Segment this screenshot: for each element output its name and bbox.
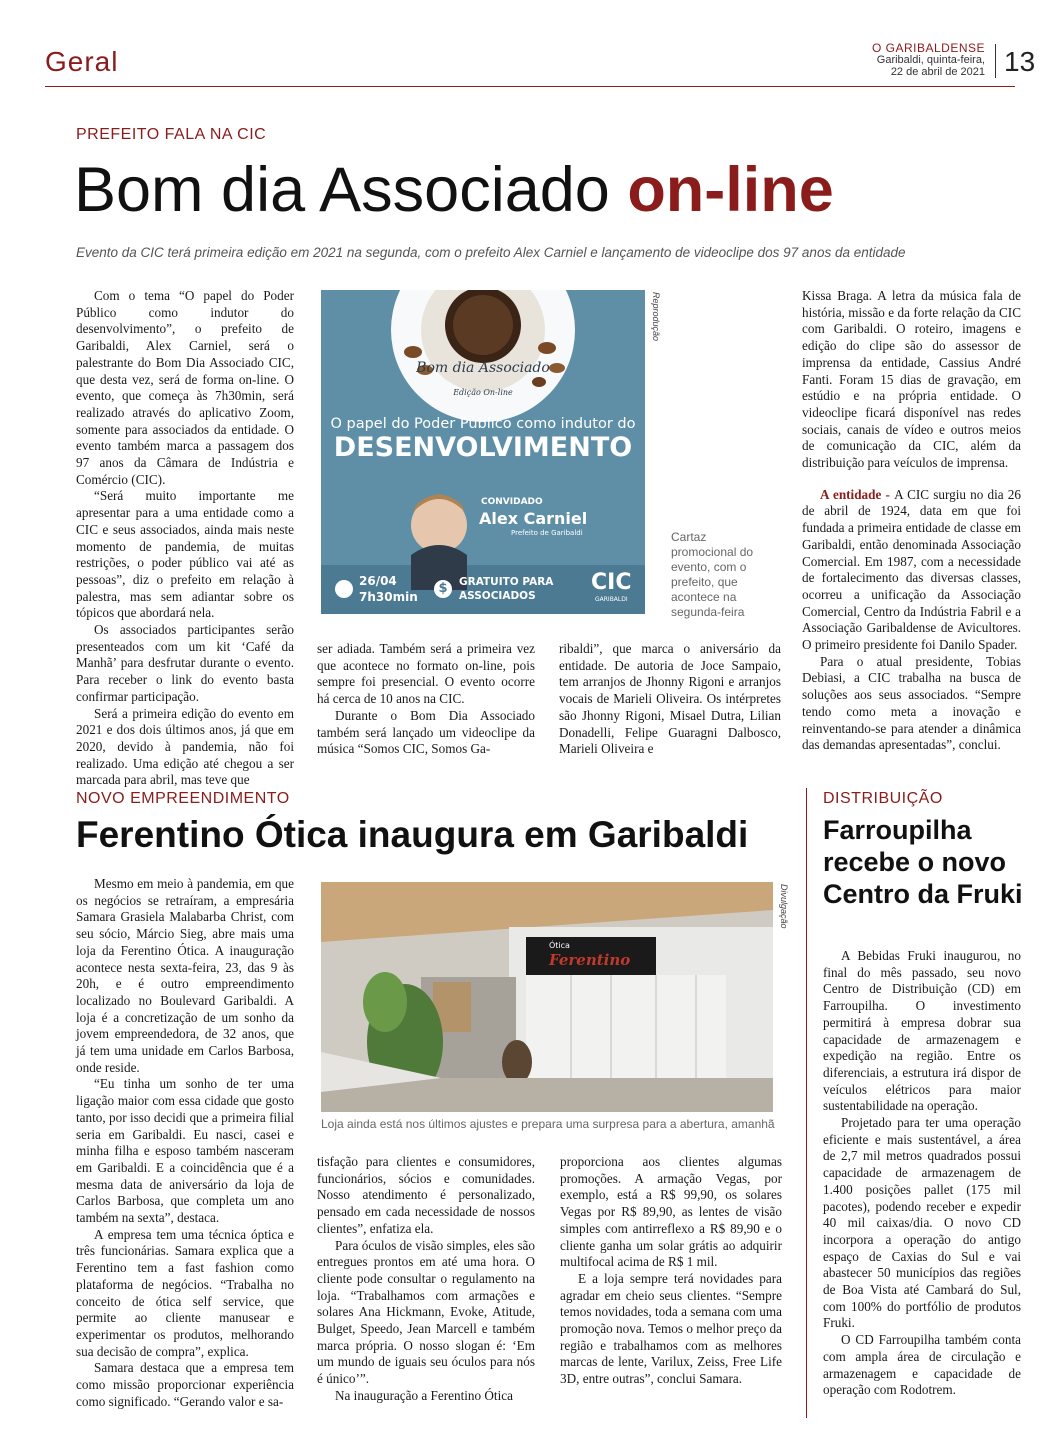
article1-column-2 [317,641,535,758]
poster-time: 7h30min [359,590,418,604]
place-date-line2: 22 de abril de 2021 [890,66,985,78]
article3-column [823,948,1021,1399]
paragraph: Kissa Braga. A letra da música fala de história, missão e da forte relação da CIC com Garibaldi. O roteiro, imagens e edição do clipe são do assessor de imprensa da entidade, Cassius André Fanti. Foram 15 dias de gravação, em estúdio e na própria entidade. O videoclipe ficará disponível nas redes sociais, canais de vídeo e outros meios de comunicação da CIC, além da distribuição para veículos de imprensa. [802,288,1021,471]
cic-logo: CIC [591,570,632,595]
article2-column-2 [317,1154,535,1405]
article2-photo-credit: Divulgação [779,884,789,929]
store-photo-image [321,882,773,1112]
header-rule [45,86,1015,87]
paragraph: A empresa tem uma técnica óptica e três funcionárias. Samara explica que a Ferentino tem a fast fashion como plataforma de negócios. “Trabalha no conceito de ótica self service, que permite ao cliente manusear e experimentar os produtos, melhorando sua decisão de compra”, explica. [76,1226,294,1359]
poster-theme-line: O papel do Poder Público como indutor do [330,416,636,432]
page-number: 13 [1004,46,1036,77]
page-number-separator [995,44,996,78]
store-photo-graphic [321,882,773,1112]
paragraph: tisfação para clientes e consumidores, funcionários, sócios e comunidades. Nosso atendimento é personalizado, pensado em cada necessidade de nossos clientes”, enfatiza ela. [317,1154,535,1236]
article1-headline [74,150,834,230]
paragraph: “Será muito importante me apresentar para a uma entidade como a CIC e seus associados, ainda mais neste momento de pandemia, de muitas restrições, o poder público vai até as pessoas”, diz o prefeito em relação à palestra, mas sem adiantar sobre os tópicos que abordará nela. [76,488,294,621]
article1-column-3 [559,641,781,758]
place-date-line1: Garibaldi, quinta-feira, [876,54,985,66]
section-title: Geral [45,46,119,77]
article2-column-3 [560,1154,782,1388]
poster-guest-label: CONVIDADO [481,497,543,507]
article2-headline: Ferentino Ótica inaugura em Garibaldi [76,814,749,855]
paper-name: O GARIBALDENSE [871,41,985,55]
paragraph: ribaldi”, que marca o aniversário da entidade. De autoria de Joce Sampaio, tem arranjos de Jhonny Rigoni e arranjos vocais de Marieli Oliveira. Os intérpretes são Jhonny Rigoni, Misael Dutra, Lilian Donadelli, Felipe Guaragni Dalbosco, Marieli Oliveira e [559,641,781,757]
paragraph: O CD Farroupilha também conta com ampla área de circulação e armazenagem e capacidade de operação com Rodotrem. [823,1332,1021,1398]
poster-free-line2: ASSOCIADOS [459,590,536,602]
poster-guest-role: Prefeito de Garibaldi [511,529,583,537]
cic-logo-sub: GARIBALDI [595,596,628,603]
subhead-lead: A entidade - [820,486,895,502]
paragraph: proporciona aos clientes algumas promoções. A armação Vegas, por exemplo, está a R$ 99,90, os solares Vegas por R$ 89,90, as lentes de visão simples com antirreflexo a R$ 89,90 e o cliente ganha um solar grátis ao adquirir multifocal acima de R$ 1 mil. [560,1154,782,1270]
poster-theme-big: DESENVOLVIMENTO [333,432,633,463]
article3-headline: Farroupilha recebe o novo Centro da Fruki [823,815,1023,909]
article3-kicker: DISTRIBUIÇÃO [823,790,943,807]
poster-date: 26/04 [359,574,397,588]
article1-column-1 [76,288,294,789]
paragraph: Será a primeira edição do evento em 2021 e dos dois últimos anos, já que em 2020, devido à pandemia, não foi realizado. Uma edição até chegou a ser marcada para abril, mas teve que [76,705,294,788]
poster-brand-sub: Edição On-line [453,388,513,397]
article1-photo-credit: Reprodução [651,292,661,342]
column-divider [806,788,807,1418]
paragraph: Projetado para ter uma operação eficiente e mais sustentável, a área de 2,7 mil metros quadrados possui capacidade de armazenagem de 1.400 posições pallet (175 mil pacotes), podendo receber e expedir 40 mil caixas/dia. O novo CD incorpora a operação do antigo espaço de Caxias do Sul e vai abastecer 50 municípios das regiões de Boa Vista até Cambará do Sul, com 100% do portfólio de produtos Fruki. [823,1115,1021,1331]
paragraph: “Eu tinha um sonho de ter uma ligação maior com essa cidade que gosto tanto, por isso decidi que a primeira filial seria em Garibaldi. Eu nasci, casei e minha filha e esposo também nasceram em Garibaldi. E a coincidência que é a mesma data de aniversário da loja de Carlos Barbosa, que completa um ano também na sexta”, destaca. [76,1076,294,1226]
paragraph: Para o atual presidente, Tobias Debiasi, a CIC trabalha na busca de soluções aos seus associados. “Sempre tendo como meta a inovação e reinventando-se para atender a dinâmica das demandas apresentadas”, conclui. [802,653,1021,753]
article2-kicker: NOVO EMPREENDIMENTO [76,790,290,807]
article1-kicker: PREFEITO FALA NA CIC [76,126,267,143]
paragraph: Durante o Bom Dia Associado também será lançado um videoclipe da música “Somos CIC, Somos Ga- [317,707,535,757]
paragraph: Samara destaca que a empresa tem como missão proporcionar experiência como significado. “Gerando valor e sa- [76,1360,294,1409]
poster-guest-name: Alex Carniel [479,509,588,528]
paragraph: Para óculos de visão simples, eles são entregues prontos em até uma hora. O cliente pode consultar o regulamento na loja. “Trabalhamos com armações e solares Ana Hickmann, Evoke, Atitude, Bulget, Speedo, Jean Marcell e também marca própria. O nosso slogan é: ‘Em um mundo de iguais seu óculos para nós é único’”. [317,1237,535,1387]
money-icon: $ [434,580,452,598]
event-poster-image [321,290,645,614]
poster-brand: Bom dia Associado [416,360,550,376]
paragraph: ser adiada. Também será a primeira vez que acontece no formato on-line, pois sempre foi presencial. O evento ocorre há cerca de 10 anos na CIC. [317,641,535,707]
store-sign-top: Ótica [549,941,570,950]
article1-deck: Evento da CIC terá primeira edição em 2021 na segunda, com o prefeito Alex Carniel e lançamento de videoclipe dos 97 anos da entidade [76,245,906,260]
paragraph [802,487,1021,654]
article1-column-4 [802,288,1021,754]
paragraph: Mesmo em meio à pandemia, em que os negócios se retraíram, a empresária Samara Grasiela Malabarba Christ, com seu sócio, Márcio Sieg, abre mais uma loja da Ferentino Ótica. A inauguração acontece nesta sexta-feira, 23, das 9 às 20h, e é outro empreendimento localizado no Boulevard Garibaldi. A loja é a concretização de um sonho da jovem empreendedora, de 32 anos, que já tem uma unidade em Carlos Barbosa, onde reside. [76,876,294,1075]
poster-free-line1: GRATUITO PARA [459,576,554,588]
paragraph: E a loja sempre terá novidades para agradar em cheio seus clientes. “Sempre temos novidades, toda a semana com uma promoção nova. Temos o melhor preço da região e trabalhamos com as melhores marcas de lente, Varilux, Zeiss, Free Life 3D, entre outras”, conclui Samara. [560,1270,782,1387]
paragraph: A Bebidas Fruki inaugurou, no final do mês passado, seu novo Centro de Distribuição (CD) em Farroupilha. O investimento permitirá à empresa dobrar sua capacidade de armazenagem e expedição na região. Entre os diferenciais, a estrutura irá dispor de veículos elétricos para maior sustentabilidade na operação. [823,948,1021,1114]
paragraph: Os associados participantes serão presenteados com um kit ‘Café da Manhã’ para desfrutar durante o evento. Para receber o link do evento basta confirmar participação. [76,622,294,704]
subhead-text: A CIC surgiu no dia 26 de abril de 1924, data em que foi fundada a primeira entidade de classe em Garibaldi, então denominada Associação Comercial. Em 1987, com a necessidade de fortalecimento das diversas classes, ocorreu a unificação da Associação Comercial, Centro da Indústria Fabril e a Associação Garibaldense de Avicultores. O primeiro presidente foi Danilo Spader. [802,486,1021,653]
calendar-icon [335,580,353,598]
paragraph: Com o tema “O papel do Poder Público como indutor do desenvolvimento”, o prefeito de Garibaldi, Alex Carniel, será o palestrante do Bom Dia Associado CIC, que desta vez, será de forma on-line. O evento, que começa às 7h30min, será realizado através do aplicativo Zoom, somente para associados da entidade. O evento também marca a passagem dos 97 anos da Câmara de Indústria e Comércio (CIC). [76,288,294,487]
article1-caption: Cartaz promocional do evento, com o prefeito, que acontece na segunda-feira [671,530,754,619]
article2-caption: Loja ainda está nos últimos ajustes e prepara uma surpresa para a abertura, amanhã [321,1117,775,1131]
headline-main: Bom dia Associado [74,155,628,225]
paragraph: Na inauguração a Ferentino Ótica [335,1387,513,1403]
headline-accent: on-line [627,155,834,225]
store-sign-name: Ferentino [549,951,631,969]
article2-column-1 [76,876,294,1411]
masthead [860,42,985,78]
